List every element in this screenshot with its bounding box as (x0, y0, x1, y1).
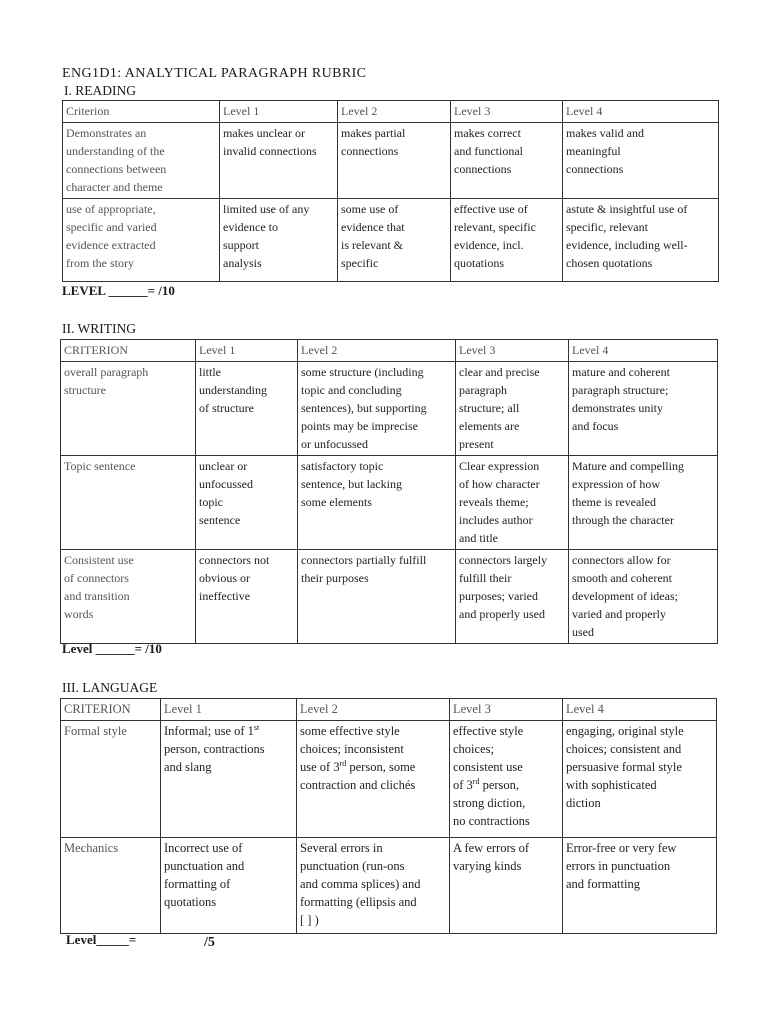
criterion-cell: overall paragraph structure (61, 362, 196, 456)
level-2-cell: connectors partially fulfill their purposes (298, 550, 456, 644)
level-4-cell: connectors allow for smooth and coherent development of ideas; varied and properly used (569, 550, 718, 644)
level-4-cell: mature and coherent paragraph structure; demonstrates unity and focus (569, 362, 718, 456)
header-cell: Level 3 (456, 340, 569, 362)
level-1-cell: limited use of any evidence to support analysis (220, 199, 338, 282)
header-cell: Level 2 (297, 699, 450, 721)
header-cell: Level 4 (563, 101, 719, 123)
writing-row (61, 456, 718, 550)
level-1-cell: connectors not obvious or ineffective (196, 550, 298, 644)
level-4-cell: astute & insightful use of specific, relevant evidence, including well- chosen quotations (563, 199, 719, 282)
level-3-cell: effective style choices; consistent use of 3rd person, strong diction, no contractions (450, 721, 563, 838)
level-2-cell: makes partial connections (338, 123, 451, 199)
header-cell: Level 1 (220, 101, 338, 123)
header-cell: CRITERION (61, 340, 196, 362)
header-cell: Level 4 (569, 340, 718, 362)
criterion-cell: Topic sentence (61, 456, 196, 550)
level-3-cell: Clear expression of how character reveals theme; includes author and title (456, 456, 569, 550)
header-cell: Level 2 (298, 340, 456, 362)
level-2-cell: some structure (including topic and concluding sentences), but supporting points may be imprecise or unfocussed (298, 362, 456, 456)
reading-row (63, 199, 719, 282)
level-1-cell: makes unclear or invalid connections (220, 123, 338, 199)
writing-row (61, 550, 718, 644)
reading-rubric-table (62, 100, 719, 282)
language-rubric-table (60, 698, 717, 934)
document-title: ENG1D1: ANALYTICAL PARAGRAPH RUBRIC (62, 66, 367, 81)
criterion-cell: Consistent use of connectors and transition words (61, 550, 196, 644)
language-score-value: /5 (204, 935, 215, 950)
level-3-cell: connectors largely fulfill their purposes; varied and properly used (456, 550, 569, 644)
level-2-cell: some effective style choices; inconsistent use of 3rd person, some contraction and clichés (297, 721, 450, 838)
level-1-cell: Informal; use of 1st person, contractions and slang (161, 721, 297, 838)
level-2-cell: Several errors in punctuation (run-ons and comma splices) and formatting (ellipsis and [ ] ) (297, 838, 450, 934)
language-header-row (61, 699, 717, 721)
level-4-cell: makes valid and meaningful connections (563, 123, 719, 199)
header-cell: Level 4 (563, 699, 717, 721)
reading-score-line: LEVEL ______= /10 (62, 283, 175, 298)
level-1-cell: Incorrect use of punctuation and formatting of quotations (161, 838, 297, 934)
level-3-cell: makes correct and functional connections (451, 123, 563, 199)
writing-score-line: Level ______= /10 (62, 641, 162, 656)
language-heading: III. LANGUAGE (62, 680, 158, 695)
reading-row (63, 123, 719, 199)
header-cell: Level 3 (451, 101, 563, 123)
level-3-cell: clear and precise paragraph structure; all elements are present (456, 362, 569, 456)
level-4-cell: Mature and compelling expression of how theme is revealed through the character (569, 456, 718, 550)
writing-heading: II. WRITING (62, 321, 136, 336)
level-2-cell: satisfactory topic sentence, but lacking some elements (298, 456, 456, 550)
level-4-cell: engaging, original style choices; consistent and persuasive formal style with sophisticated diction (563, 721, 717, 838)
criterion-cell: Demonstrates an understanding of the connections between character and theme (63, 123, 220, 199)
reading-heading: I. READING (64, 83, 136, 98)
level-3-cell: A few errors of varying kinds (450, 838, 563, 934)
writing-rubric-table (60, 339, 718, 644)
level-3-cell: effective use of relevant, specific evidence, incl. quotations (451, 199, 563, 282)
reading-header-row (63, 101, 719, 123)
language-score-label: Level_____= (66, 932, 137, 947)
criterion-cell: Formal style (61, 721, 161, 838)
header-cell: Level 1 (161, 699, 297, 721)
language-row (61, 838, 717, 934)
criterion-cell: Mechanics (61, 838, 161, 934)
level-1-cell: little understanding of structure (196, 362, 298, 456)
level-1-cell: unclear or unfocussed topic sentence (196, 456, 298, 550)
writing-row (61, 362, 718, 456)
header-cell: Level 3 (450, 699, 563, 721)
header-cell: CRITERION (61, 699, 161, 721)
criterion-cell: use of appropriate, specific and varied evidence extracted from the story (63, 199, 220, 282)
header-cell: Level 1 (196, 340, 298, 362)
language-row (61, 721, 717, 838)
level-2-cell: some use of evidence that is relevant & specific (338, 199, 451, 282)
header-cell: Criterion (63, 101, 220, 123)
writing-header-row (61, 340, 718, 362)
level-4-cell: Error-free or very few errors in punctuation and formatting (563, 838, 717, 934)
header-cell: Level 2 (338, 101, 451, 123)
